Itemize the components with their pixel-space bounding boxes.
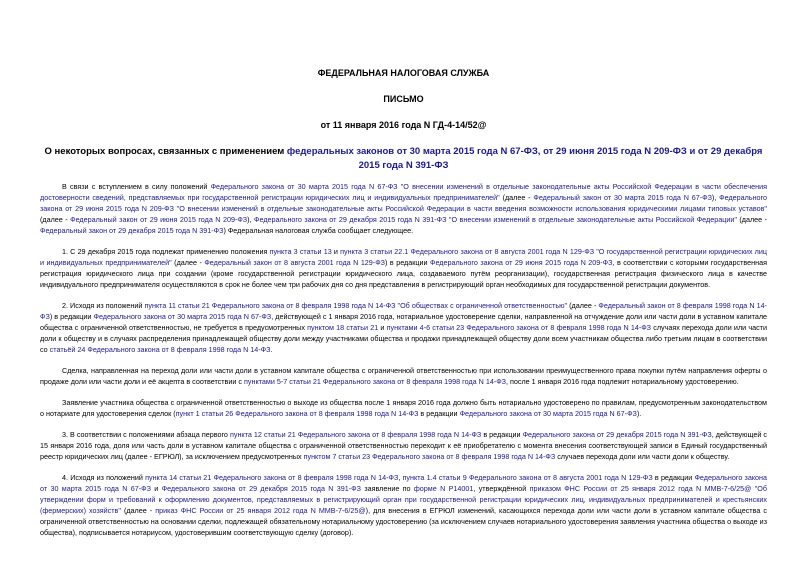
- law-reference-link[interactable]: пунктами 5-7 статьи 21 Федерального закона от 8 февраля 1998 года N 14-ФЗ: [243, 377, 507, 386]
- paragraph-text: (далее -: [171, 258, 205, 267]
- body-paragraph: [40, 397, 767, 419]
- paragraph-text: (далее -: [120, 506, 156, 515]
- body-paragraph: [40, 181, 767, 236]
- body-paragraph: [40, 365, 767, 387]
- law-reference-link[interactable]: Федеральный закон от 30 марта 2015 года N 67-ФЗ: [533, 193, 712, 202]
- paragraph-text: заявление по: [361, 484, 414, 493]
- law-reference-link[interactable]: пунктом 18 статьи 21: [307, 323, 379, 332]
- paragraph-text: (далее -: [40, 215, 71, 224]
- document-subject: [40, 145, 767, 173]
- paragraph-text: .: [270, 345, 273, 354]
- paragraph-text: ) в редакции: [385, 258, 430, 267]
- law-reference-link[interactable]: пунктом 7 статьи 23 Федерального закона от 8 февраля 1998 года N 14-ФЗ: [303, 452, 556, 461]
- paragraph-text: в редакции: [652, 473, 695, 482]
- paragraph-text: ,: [398, 473, 403, 482]
- law-reference-link[interactable]: Федерального закона от 29 июня 2015 года N 209-ФЗ "О внесении изменений в отдельные законодательные акты Российской Федерации в части введения возможности использования юридическими лицами типовых уставов": [40, 193, 767, 213]
- paragraph-text: и: [378, 323, 387, 332]
- paragraph-text: Заявление участника общества с ограниченной ответственностью о выходе из общества после 1 января 2016 года должно быть нотариально удостоверено по правилам, предусмотренным законодательством о нотариате для удостоверения сделок (: [40, 398, 767, 418]
- paragraph-text: 1. С 29 декабря 2015 года подлежат применению положения: [62, 247, 270, 256]
- paragraph-text: (далее -: [499, 193, 534, 202]
- paragraph-text: ) в редакции: [49, 312, 94, 321]
- paragraph-text: Сделка, направленная на переход доли или части доли в уставном капитале общества с ограниченной ответственностью при использовании преимущественного права покупки путём направления оферты о продаже доли или части доли и её акцепта в соответствии с: [40, 366, 767, 386]
- law-reference-link[interactable]: Федеральный закон от 8 августа 2001 года N 129-ФЗ: [204, 258, 386, 267]
- law-reference-link[interactable]: пункта 1.4 статьи 9 Федерального закона от 8 августа 2001 года N 129-ФЗ: [402, 473, 653, 482]
- paragraph-text: , после 1 января 2016 года подлежит нотариальному удостоверению.: [506, 377, 739, 386]
- paragraph-text: в редакции: [418, 409, 460, 418]
- paragraph-text: 3. В соответствии с положениями абзаца первого: [62, 430, 230, 439]
- law-reference-link[interactable]: Федерального закона от 29 декабря 2015 года N 391-ФЗ "О внесении изменений в отдельные законодательные акты Российской Федерации": [254, 215, 737, 224]
- law-reference-link[interactable]: Федерального закона от 29 декабря 2015 года N 391-ФЗ: [522, 430, 712, 439]
- paragraph-text: , утверждённой: [473, 484, 530, 493]
- law-reference-link[interactable]: Федерального закона от 30 марта 2015 года N 67-ФЗ: [459, 409, 637, 418]
- paragraph-text: ),: [247, 215, 255, 224]
- law-reference-link[interactable]: пункт 1 статьи 26 Федерального закона от 8 февраля 1998 года N 14-ФЗ: [175, 409, 419, 418]
- document-date-number: от 11 января 2016 года N ГД-4-14/52@: [320, 120, 487, 130]
- subject-prefix: О некоторых вопросах, связанных с применением: [44, 146, 287, 157]
- law-reference-link[interactable]: Федерального закона от 30 марта 2015 года N 67-ФЗ: [40, 473, 768, 493]
- document-type: ПИСЬМО: [383, 94, 424, 104]
- paragraph-text: (далее -: [567, 301, 599, 310]
- law-reference-link[interactable]: пункта 14 статьи 21 Федерального закона от 8 февраля 1998 года N 14-ФЗ: [145, 473, 399, 482]
- subject-law-link[interactable]: федеральных законов от 30 марта 2015 года N 67-ФЗ, от 29 июня 2015 года N 209-ФЗ и от 29 декабря 2015 года N 391-ФЗ: [286, 146, 763, 171]
- law-reference-link[interactable]: пункта 12 статьи 21 Федерального закона от 8 февраля 1998 года N 14-ФЗ: [229, 430, 482, 439]
- body-paragraph: [40, 300, 767, 355]
- paragraph-text: ) Федеральная налоговая служба сообщает следующее.: [223, 226, 414, 235]
- paragraph-text: , в соответствии с которыми государственная регистрация юридического лица при создании (кроме государственной регистрации юридического лица, создаваемого путём реорганизации), государственная регистрация физического лица в качестве индивидуального предпринимателя осуществляются в срок не более чем три рабочих дня со дня представления в регистрирующий орган необходимых для государственной регистрации документов.: [40, 258, 767, 289]
- law-reference-link[interactable]: Федерального закона от 30 марта 2015 года N 67-ФЗ "О внесении изменений в отдельные законодательные акты Российской Федерации в части обеспечения достоверности сведений, представляемых при государственной регистрации юридических лиц и индивидуальных предпринимателей": [40, 182, 768, 202]
- body-paragraph: [40, 246, 767, 290]
- law-reference-link[interactable]: пунктами 4-6 статьи 23 Федерального закона от 8 февраля 1998 года N 14-ФЗ: [386, 323, 652, 332]
- paragraph-text: в редакции: [481, 430, 523, 439]
- law-reference-link[interactable]: Федерального закона от 29 июня 2015 года N 209-ФЗ: [430, 258, 613, 267]
- paragraph-text: и: [150, 484, 162, 493]
- paragraph-text: ),: [711, 193, 720, 202]
- law-reference-link[interactable]: Федерального закона от 30 марта 2015 года N 67-ФЗ: [93, 312, 272, 321]
- law-reference-link[interactable]: статьёй 24 Федерального закона от 8 февраля 1998 года N 14-ФЗ: [49, 345, 271, 354]
- agency-title: ФЕДЕРАЛЬНАЯ НАЛОГОВАЯ СЛУЖБА: [317, 68, 490, 78]
- law-reference-link[interactable]: Федерального закона от 29 декабря 2015 года N 391-ФЗ: [161, 484, 361, 493]
- paragraph-text: , действующей с 15 января 2016 года, доля или часть доли в уставном капитале общества с ограниченной ответственностью переходит к её приобретателю с момента внесения соответствующей записи в Единый государственный реестр юридических лиц (далее - ЕГРЮЛ), за исключением предусмотренных: [40, 430, 767, 461]
- law-reference-link[interactable]: пункта 3 статьи 13: [269, 247, 332, 256]
- law-reference-link[interactable]: Федеральный закон от 29 декабря 2015 года N 391-ФЗ: [40, 226, 224, 235]
- paragraph-text: ), для внесения в ЕГРЮЛ изменений, касающихся перехода доли или части доли в уставном капитале общества с ограниченной ответственностью на основании сделки, подлежащей обязательному нотариальному удостоверению (за исключением случаев нотариального удостоверения заявления участника общества о выходе из общества), подписывается нотариусом, удостоверившим соответствующую сделку (договор).: [40, 506, 767, 537]
- law-reference-link[interactable]: приказом ФНС России от 25 января 2012 года N ММВ-7-6/25@ "Об утверждении форм и требований к оформлению документов, представляемых в регистрирующий орган при государственной регистрации юридических лиц, индивидуальных предпринимателей и крестьянских (фермерских) хозяйств": [40, 484, 767, 515]
- document-body: [40, 181, 767, 548]
- paragraph-text: случаев перехода доли или части доли к обществу.: [555, 452, 730, 461]
- paragraph-text: случаях перехода доли или части доли к обществу и в случаях распределения принадлежащей обществу доли между участниками общества и продажи принадлежащей обществу доли всем участникам общества либо третьим лицам в соответствии со: [40, 323, 767, 354]
- body-paragraph: [40, 472, 767, 538]
- paragraph-text: ).: [636, 409, 642, 418]
- law-reference-link[interactable]: пункта 11 статьи 21 Федерального закона от 8 февраля 1998 года N 14-ФЗ "Об обществах с ограниченной ответственностью": [144, 301, 568, 310]
- paragraph-text: , действующей с 1 января 2016 года, нотариальное удостоверение сделки, направленной на отчуждение доли или части доли в уставном капитале общества с ограниченной ответственностью, не требуется в предусмотренных: [40, 312, 768, 332]
- paragraph-text: и: [331, 247, 341, 256]
- law-reference-link[interactable]: пункта 3 статьи 22.1 Федерального закона от 8 августа 2001 года N 129-ФЗ "О государственной регистрации юридических лиц и индивидуальных предпринимателей": [40, 247, 767, 267]
- paragraph-text: 2. Исходя из положений: [62, 301, 145, 310]
- law-reference-link[interactable]: Федеральный закон от 8 февраля 1998 года N 14-ФЗ: [40, 301, 767, 321]
- paragraph-text: В связи с вступлением в силу положений: [62, 182, 211, 191]
- body-paragraph: [40, 429, 767, 462]
- law-reference-link[interactable]: приказ ФНС России от 25 января 2012 года N ММВ-7-6/25@: [155, 506, 366, 515]
- paragraph-text: (далее -: [736, 215, 768, 224]
- paragraph-text: 4. Исходя из положений: [62, 473, 146, 482]
- law-reference-link[interactable]: Федеральный закон от 29 июня 2015 года N 209-ФЗ: [70, 215, 248, 224]
- law-reference-link[interactable]: форме N Р14001: [413, 484, 474, 493]
